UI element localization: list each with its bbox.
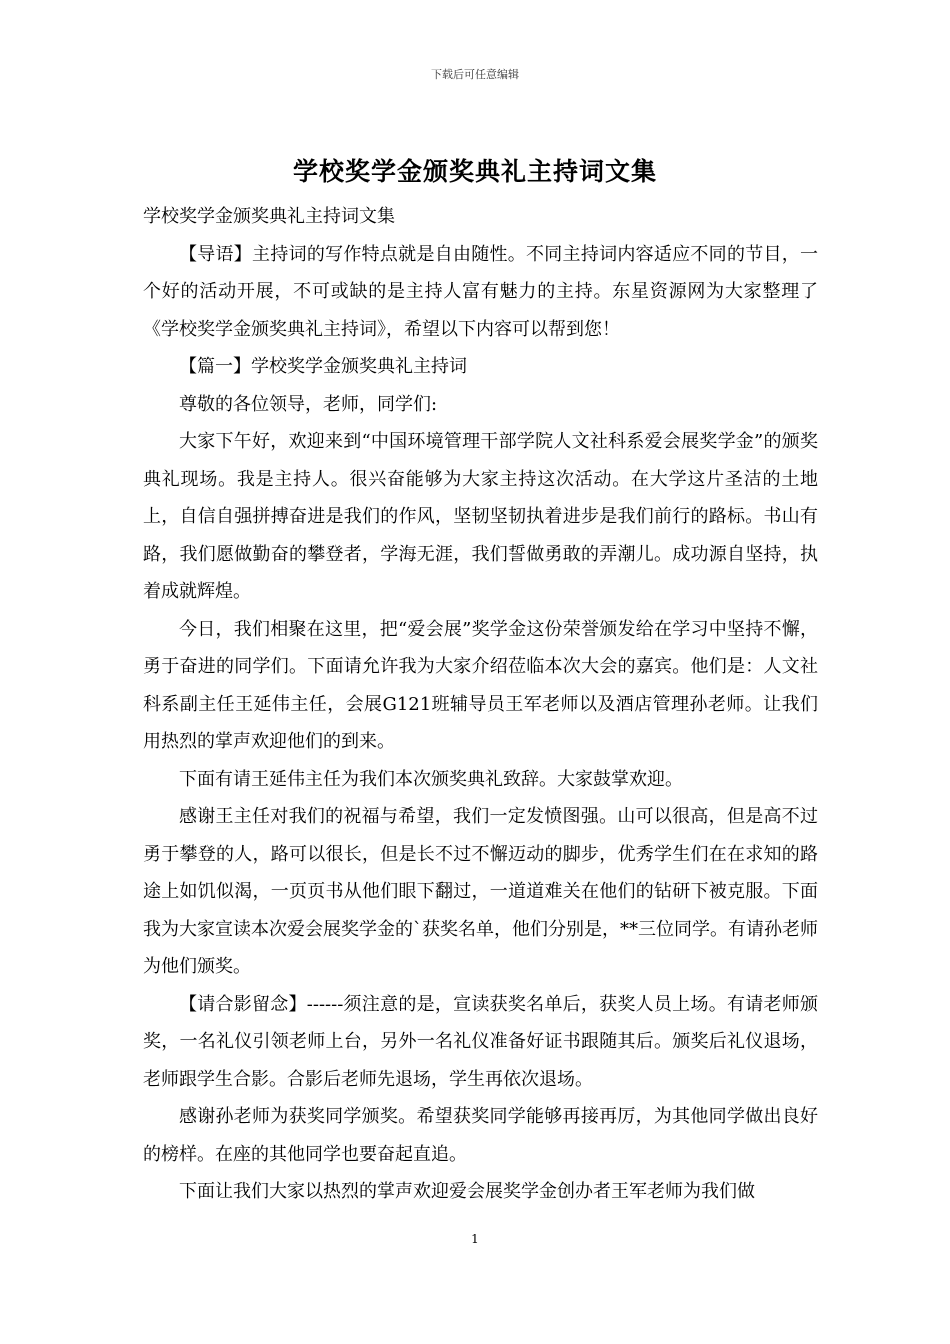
- paragraph-intro: 【导语】主持词的写作特点就是自由随性。不同主持词内容适应不同的节目，一个好的活动开展，不可或缺的是主持人富有魅力的主持。东星资源网为大家整理了《学校奖学金颁奖典礼主持词》，希望以下内容可以帮到您！: [143, 243, 818, 340]
- page-number: 1: [471, 1232, 479, 1246]
- paragraph-welcome: 大家下午好，欢迎来到“中国环境管理干部学院人文社科系爱会展奖学金”的颁奖典礼现场。我是主持人。很兴奋能够为大家主持这次活动。在大学这片圣洁的土地上，自信自强拼搏奋进是我们的作风，坚韧坚韧执着进步是我们前行的路标。书山有路，我们愿做勤奋的攀登者，学海无涯，我们誓做勇敢的弄潮儿。成功源自坚持，执着成就辉煌。: [143, 431, 818, 602]
- paragraph-thanks: 感谢孙老师为获奖同学颁奖。希望获奖同学能够再接再厉，为其他同学做出良好的榜样。在座的其他同学也要奋起直追。: [143, 1106, 818, 1165]
- paragraph-award-list: 感谢王主任对我们的祝福与希望，我们一定发愤图强。山可以很高，但是高不过勇于攀登的人，路可以很长，但是长不过不懈迈动的脚步，优秀学生们在在求知的路途上如饥似渴，一页页书从他们眼下翻过，一道道难关在他们的钻研下被克服。下面我为大家宣读本次爱会展奖学金的`获奖名单，他们分别是，**三位同学。有请孙老师为他们颁奖。: [143, 806, 818, 977]
- document-body: [143, 198, 818, 1211]
- paragraph-photo-note: 【请合影留念】------须注意的是，宣读获奖名单后，获奖人员上场。有请老师颁奖，一名礼仪引领老师上台，另外一名礼仪准备好证书跟随其后。颁奖后礼仪退场，老师跟学生合影。合影后老师先退场，学生再依次退场。: [143, 993, 818, 1090]
- header-note: 下载后可任意编辑: [431, 68, 519, 81]
- section-heading: 【篇一】学校奖学金颁奖典礼主持词: [179, 356, 467, 377]
- paragraph-guests: 今日，我们相聚在这里，把“爱会展”奖学金这份荣誉颁发给在学习中坚持不懈，勇于奋进的同学们。下面请允许我为大家介绍莅临本次大会的嘉宾。他们是：人文社科系副主任王延伟主任，会展G121班辅导员王军老师以及酒店管理孙老师。让我们用热烈的掌声欢迎他们的到来。: [143, 618, 818, 752]
- body-subtitle: 学校奖学金颁奖典礼主持词文集: [143, 206, 395, 227]
- document-title: 学校奖学金颁奖典礼主持词文集: [292, 157, 657, 186]
- paragraph-speech-invite: 下面有请王延伟主任为我们本次颁奖典礼致辞。大家鼓掌欢迎。: [179, 768, 683, 790]
- paragraph-next: 下面让我们大家以热烈的掌声欢迎爱会展奖学金创办者王军老师为我们做: [179, 1181, 755, 1202]
- paragraph-greeting: 尊敬的各位领导，老师，同学们:: [179, 393, 438, 415]
